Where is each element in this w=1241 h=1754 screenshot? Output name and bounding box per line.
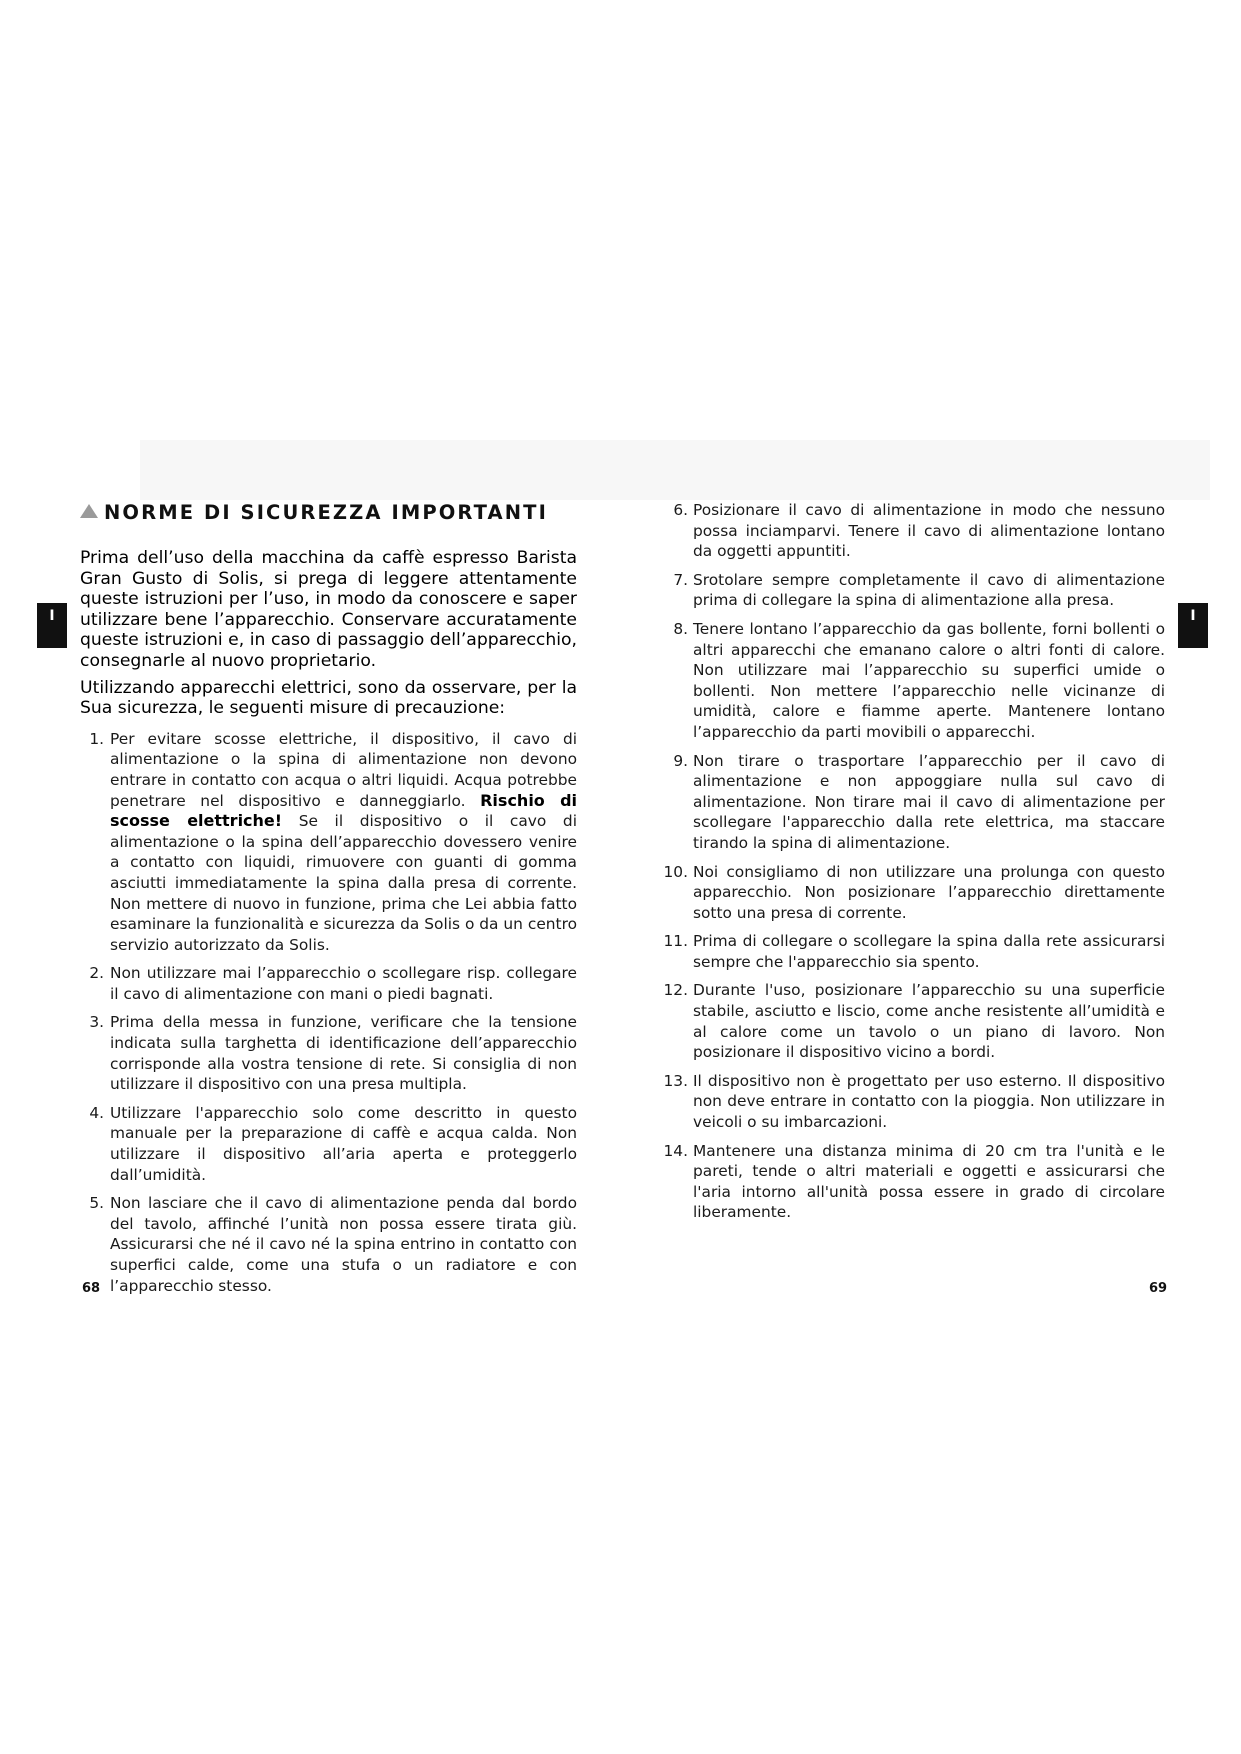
item-number: 7. xyxy=(673,570,688,589)
list-item xyxy=(80,1012,577,1094)
section-heading xyxy=(80,500,577,526)
warning-triangle-icon xyxy=(80,504,98,518)
left-page xyxy=(80,500,577,1304)
item-text: Tenere lontano l’apparecchio da gas bollente, forni bollenti o altri apparecchi che emanano calore o altri fonti di calore. Non utilizzare mai l’apparecchio su superfici umide o bollenti. Non mettere l’apparecchio nelle vicinanze di umidità, calore e fiamme aperte. Mantenere lontano l’apparecchio da parti movibili o apparecchi. xyxy=(693,619,1165,741)
item-number: 11. xyxy=(663,932,688,951)
intro-paragraph: Prima dell’uso della macchina da caffè espresso Barista Gran Gusto di Solis, si prega di leggere attentamente queste istruzioni per l’uso, in modo da conoscere e saper utilizzare bene l’apparecchio. Conservare accuratamente queste istruzioni e, in caso di passaggio dell’apparecchio, consegnarle al nuovo proprietario. xyxy=(80,548,577,671)
item-text: Non lasciare che il cavo di alimentazione penda dal bordo del tavolo, affinché l’unità non possa essere tirata giù. Assicurarsi che né il cavo né la spina entrino in contatto con superfici calde, come una stufa o un radiatore e con l’apparecchio stesso. xyxy=(110,1194,577,1295)
item-text: Per evitare scosse elettriche, il dispositivo, il cavo di alimentazione o la spina di alimentazione non devono entrare in contatto con acqua o altri liquidi. Acqua potrebbe penetrare nel dispositivo e danneggiarlo. xyxy=(110,729,577,810)
item-number: 10. xyxy=(663,862,688,881)
item-number: 2. xyxy=(89,964,104,983)
list-item xyxy=(80,729,577,956)
list-item xyxy=(80,1193,577,1296)
item-text: Non tirare o trasportare l’apparecchio per il cavo di alimentazione e non appoggiare nulla sul cavo di alimentazione. Non tirare mai il cavo di alimentazione per scollegare l'apparecchio dalla rete elettrica, ma staccare tirando la spina di alimentazione. xyxy=(693,751,1165,852)
item-number: 5. xyxy=(89,1194,104,1213)
item-text: Noi consigliamo di non utilizzare una prolunga con questo apparecchio. Non posizionare l’apparecchio direttamente sotto una presa di corrente. xyxy=(693,862,1165,922)
item-number: 6. xyxy=(673,501,688,519)
item-text: Utilizzare l'apparecchio solo come descritto in questo manuale per la preparazione di caffè e acqua calda. Non utilizzare il dispositivo all’aria aperta e proteggerlo dall’umidità. xyxy=(110,1103,577,1184)
heading-text: NORME DI SICUREZZA IMPORTANTI xyxy=(104,501,548,524)
item-text: Prima della messa in funzione, verificare che la tensione indicata sulla targhetta di identificazione dell’apparecchio corrisponde alla vostra tensione di rete. Si consiglia di non utilizzare il dispositivo con una presa multipla. xyxy=(110,1013,577,1094)
language-tab-left: I xyxy=(37,603,67,648)
item-text: Posizionare il cavo di alimentazione in modo che nessuno possa inciamparvi. Tenere il cavo di alimentazione lontano da oggetti appuntiti. xyxy=(693,501,1165,561)
precaution-intro: Utilizzando apparecchi elettrici, sono da osservare, per la Sua sicurezza, le seguenti misure di precauzione: xyxy=(80,677,577,719)
item-number: 8. xyxy=(673,619,688,638)
list-item xyxy=(660,619,1165,743)
item-number: 1. xyxy=(89,729,104,748)
list-item xyxy=(660,1141,1165,1223)
list-item xyxy=(660,980,1165,1062)
item-number: 12. xyxy=(663,981,688,1000)
item-text: Mantenere una distanza minima di 20 cm tra l'unità e le pareti, tende o altri materiali e oggetti e assicurarsi che l'aria intorno all'unità possa essere in grado di circolare liberamente. xyxy=(693,1141,1165,1222)
item-text-continued: Se il dispositivo o il cavo di alimentazione o la spina dell’apparecchio dovessero venire a contatto con liquidi, rimuovere con guanti di gomma asciutti immediatamente la spina dalla presa di corrente. Non mettere di nuovo in funzione, prima che Lei abbia fatto esaminare la funzionalità e sicurezza da Solis o da un centro servizio autorizzato da Solis. xyxy=(110,812,577,954)
warning-text: Rischio di scosse elettriche! xyxy=(110,790,577,831)
list-item xyxy=(660,751,1165,854)
page-number-right: 69 xyxy=(1149,1281,1168,1296)
item-text: Non utilizzare mai l’apparecchio o scollegare risp. collegare il cavo di alimentazione con mani o piedi bagnati. xyxy=(110,964,577,1003)
item-number: 9. xyxy=(673,751,688,770)
list-item xyxy=(660,570,1165,611)
item-text: Srotolare sempre completamente il cavo di alimentazione prima di collegare la spina di alimentazione alla presa. xyxy=(693,570,1165,610)
list-item xyxy=(660,862,1165,924)
background-band xyxy=(140,440,1210,500)
list-item xyxy=(80,963,577,1004)
language-tab-right: I xyxy=(1178,603,1208,648)
list-item xyxy=(80,1103,577,1185)
list-item xyxy=(660,500,1165,562)
item-number: 13. xyxy=(663,1071,688,1090)
page-number-left: 68 xyxy=(82,1281,101,1296)
safety-list-right xyxy=(660,500,1165,1223)
list-item xyxy=(660,1071,1165,1133)
item-number: 14. xyxy=(663,1141,688,1160)
item-number: 4. xyxy=(89,1103,104,1122)
safety-list-left xyxy=(80,729,577,1296)
list-item xyxy=(660,931,1165,972)
item-text: Il dispositivo non è progettato per uso esterno. Il dispositivo non deve entrare in contatto con la pioggia. Non utilizzare in veicoli o su imbarcazioni. xyxy=(693,1071,1165,1132)
right-page xyxy=(660,500,1165,1231)
item-text: Prima di collegare o scollegare la spina dalla rete assicurarsi sempre che l'apparecchio sia spento. xyxy=(693,932,1165,971)
item-number: 3. xyxy=(89,1013,104,1032)
item-text: Durante l'uso, posizionare l’apparecchio su una superficie stabile, asciutto e liscio, come anche resistente all’umidità e al calore come un tavolo o un piano di lavoro. Non posizionare il dispositivo vicino a bordi. xyxy=(693,981,1165,1062)
